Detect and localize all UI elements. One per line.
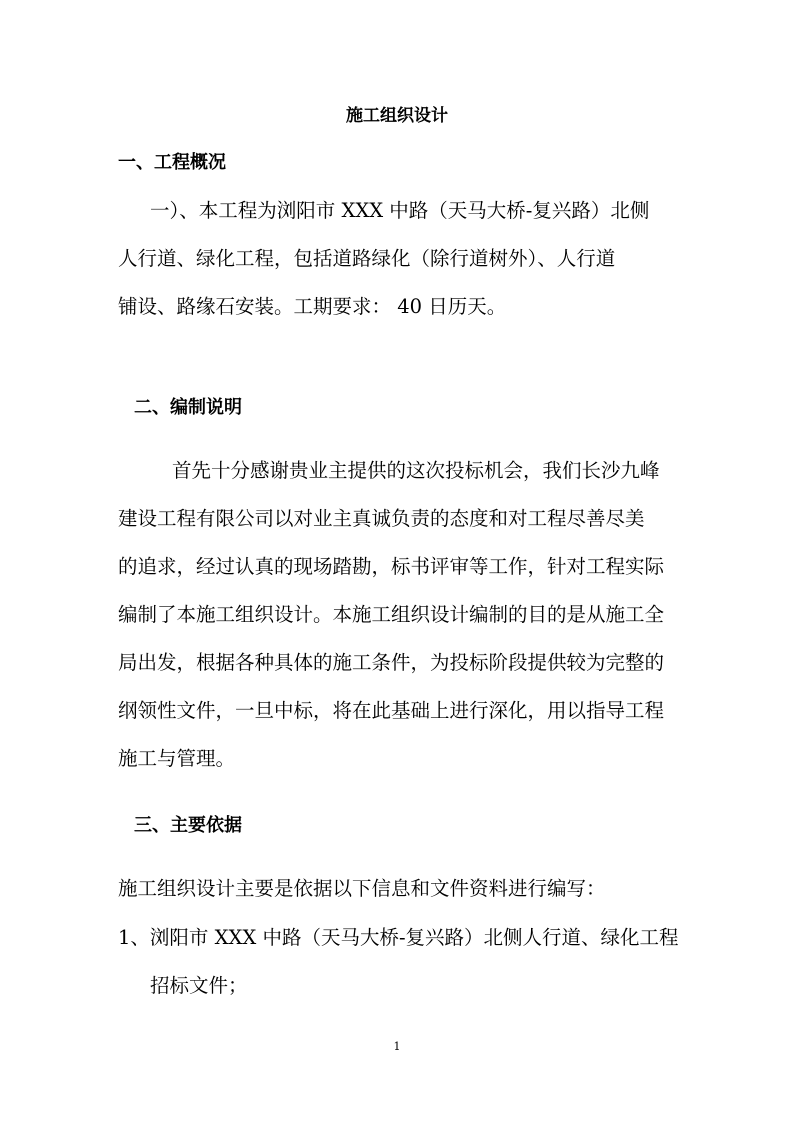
- paragraph-line: 一）、本工程为浏阳市 XXX 中路（天马大桥-复兴路）北侧: [150, 199, 650, 222]
- page-number: 1: [393, 1040, 401, 1053]
- paragraph-line: 的追求，经过认真的现场踏勘，标书评审等工作，针对工程实际: [118, 555, 665, 578]
- paragraph-line: 编制了本施工组织设计。本施工组织设计编制的目的是从施工全: [118, 603, 665, 626]
- paragraph-line: 施工组织设计主要是依据以下信息和文件资料进行编写：: [118, 877, 606, 900]
- list-item-continuation: 招标文件；: [150, 974, 248, 997]
- section-heading-overview: 一、工程概况: [118, 152, 226, 173]
- paragraph-line: 施工与管理。: [118, 747, 236, 770]
- paragraph-line: 首先十分感谢贵业主提供的这次投标机会，我们长沙九峰: [172, 459, 660, 482]
- paragraph-line: 人行道、绿化工程，包括道路绿化（除行道树外）、人行道: [118, 247, 616, 270]
- paragraph-line: 纲领性文件，一旦中标，将在此基础上进行深化，用以指导工程: [118, 699, 665, 722]
- document-title: 施工组织设计: [346, 106, 448, 126]
- paragraph-line: 局出发，根据各种具体的施工条件，为投标阶段提供较为完整的: [118, 651, 665, 674]
- list-item: 1、浏阳市 XXX 中路（天马大桥-复兴路）北侧人行道、绿化工程: [118, 926, 679, 949]
- section-heading-basis: 三、主要依据: [134, 815, 242, 836]
- section-heading-description: 二、编制说明: [134, 397, 242, 418]
- paragraph-line: 铺设、路缘石安装。工期要求： 40 日历天。: [118, 295, 507, 318]
- paragraph-line: 建设工程有限公司以对业主真诚负责的态度和对工程尽善尽美: [118, 507, 645, 530]
